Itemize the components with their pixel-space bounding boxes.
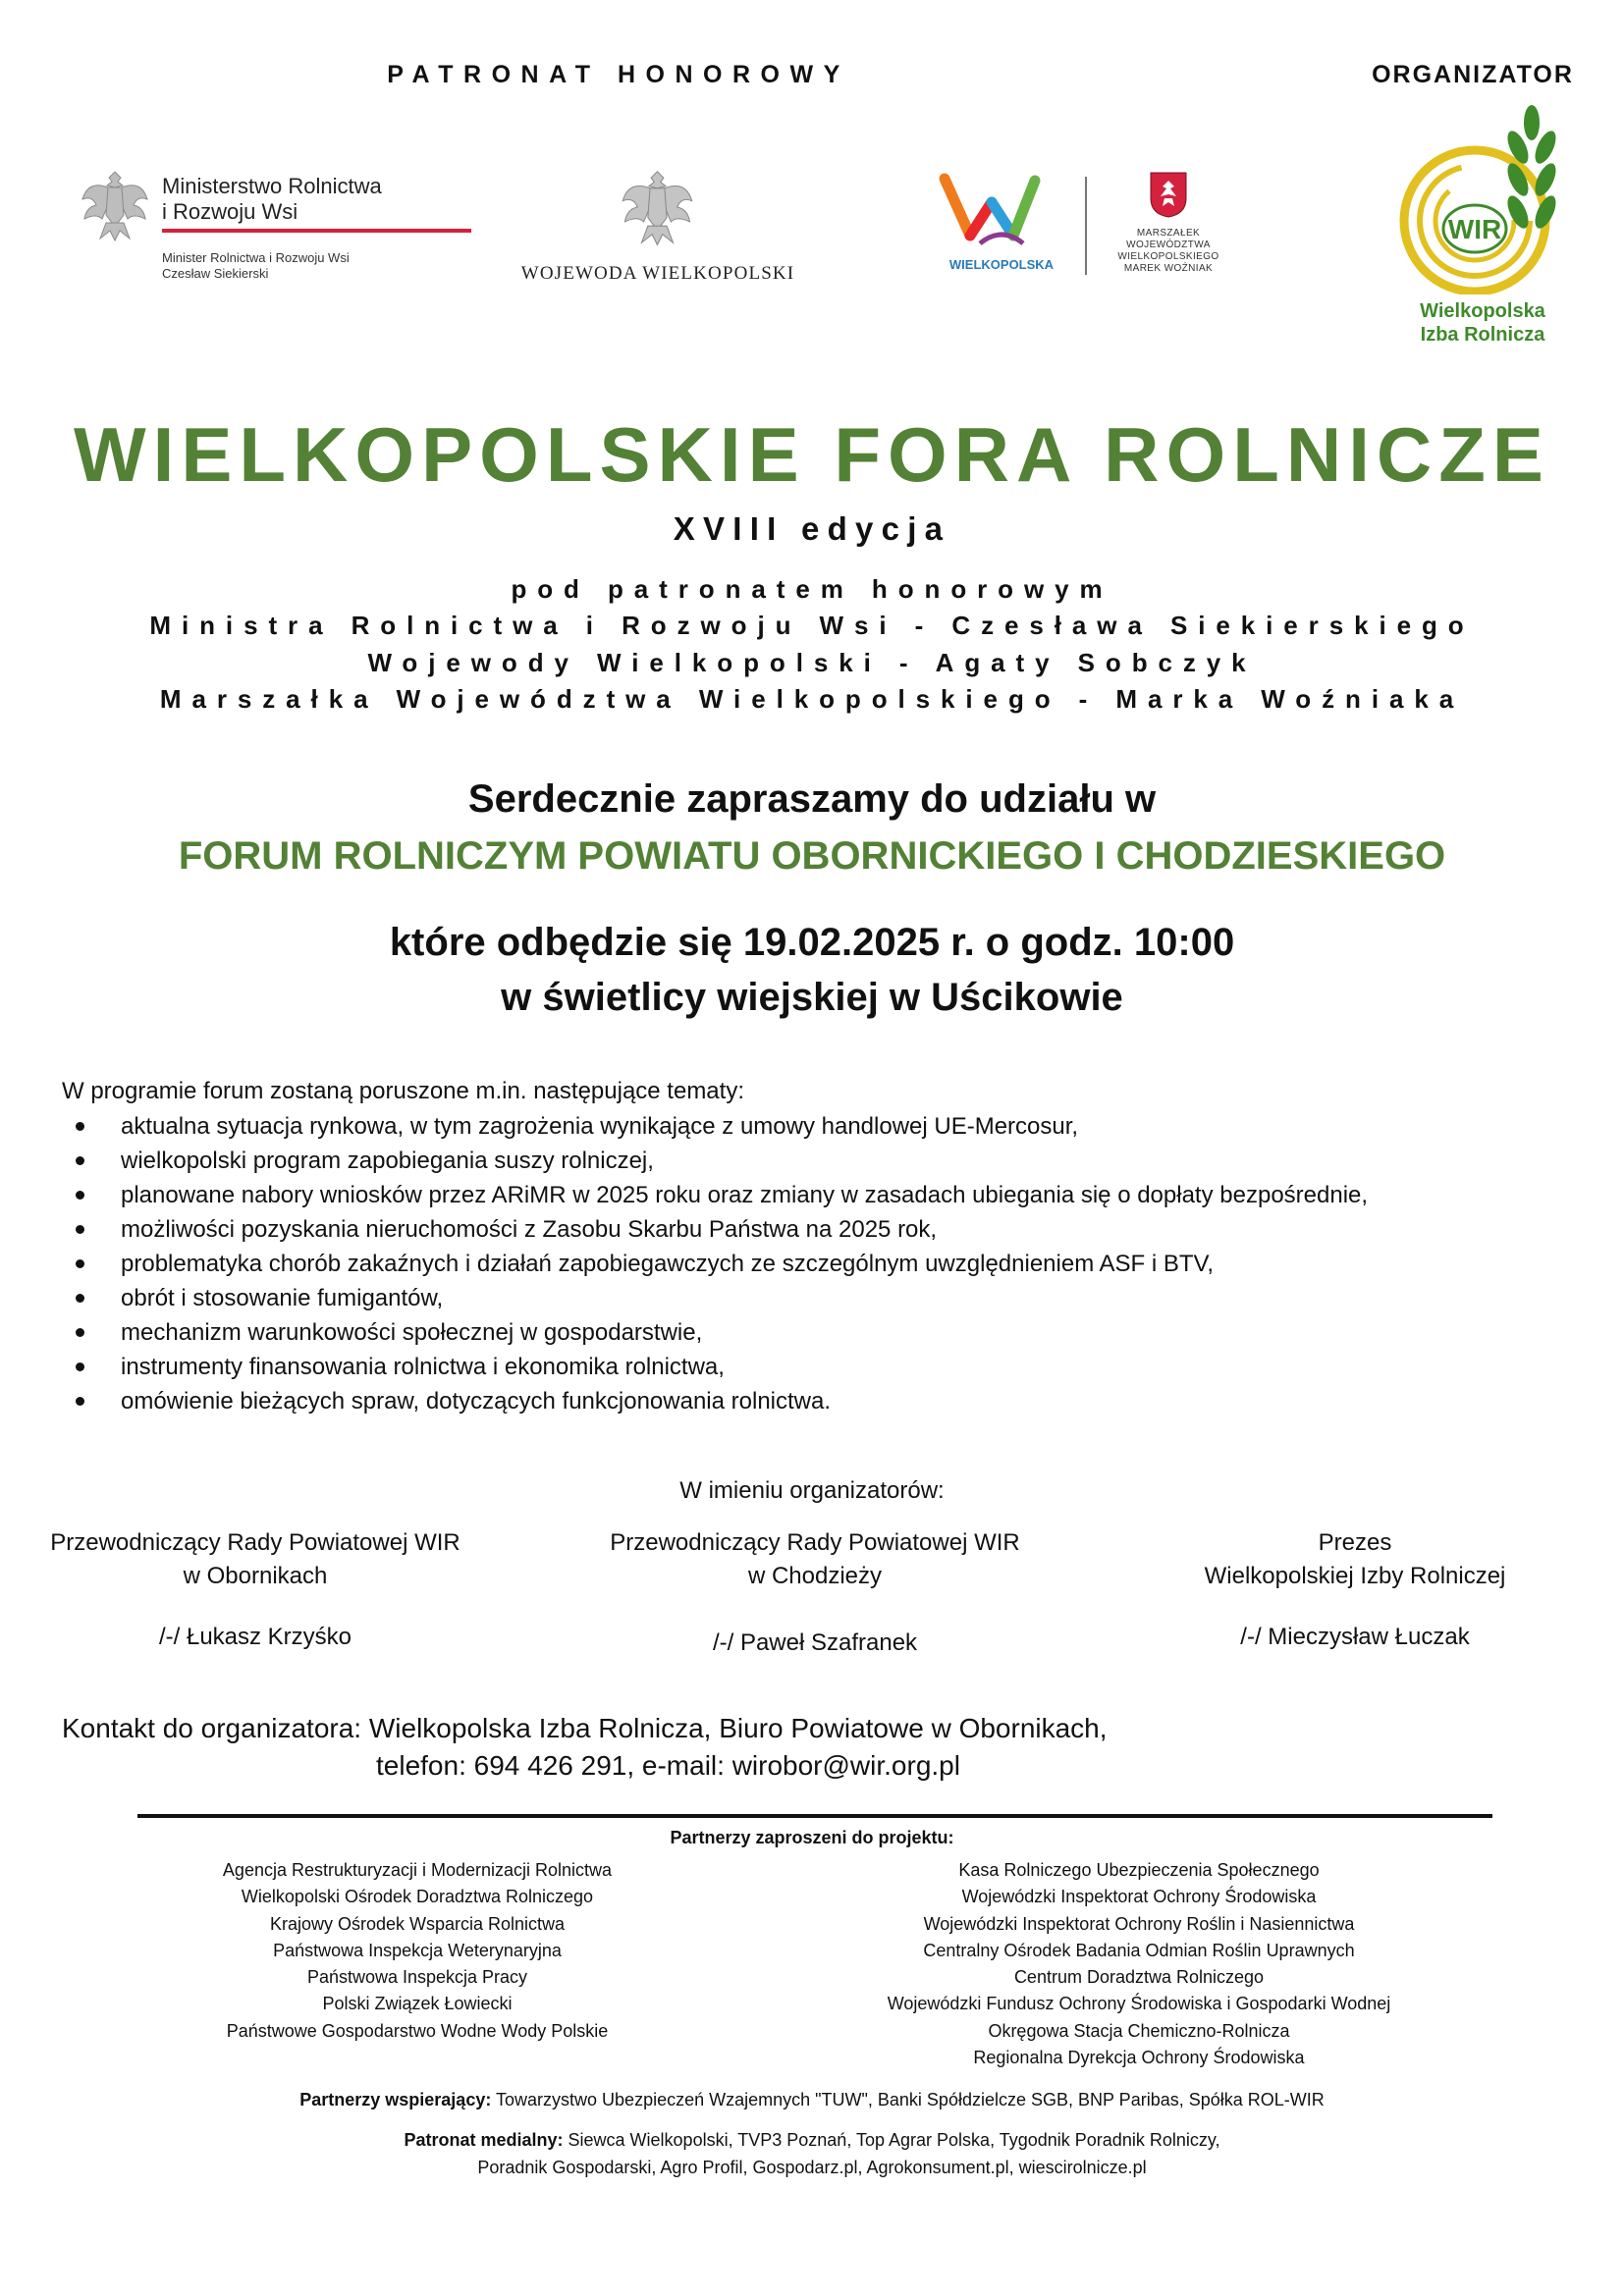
marshal-line-2: WOJEWÓDZTWA xyxy=(1126,240,1211,250)
signature-name: /-/ Paweł Szafranek xyxy=(712,1629,918,1656)
partners-right-list xyxy=(825,1857,1453,2071)
event-date: które odbędzie się 19.02.2025 r. o godz. 10:00 xyxy=(389,921,1235,964)
signature-role: Prezes xyxy=(1318,1529,1392,1556)
list-item: Regionalna Dyrekcja Ochrony Środowiska xyxy=(973,2048,1305,2068)
bullet-icon xyxy=(76,1122,84,1131)
eagle-icon xyxy=(79,166,152,244)
list-item: Wojewódzki Inspektorat Ochrony Środowiska xyxy=(961,1887,1317,1907)
supporting-partners xyxy=(0,2086,1624,2113)
patron-marshal: Marszałka Województwa Wielkopolskiego - Marka Woźniaka xyxy=(159,684,1465,714)
media-label: Patronat medialny: xyxy=(404,2130,564,2150)
list-item: Kasa Rolniczego Ubezpieczenia Społecznego xyxy=(958,1860,1320,1880)
supporting-text: Towarzystwo Ubezpieczeń Wzajemnych "TUW", Banki Spółdzielcze SGB, BNP Paribas, Spółka ROL-WIR xyxy=(491,2090,1325,2109)
signature-name: /-/ Łukasz Krzyśko xyxy=(158,1624,352,1650)
program-list xyxy=(62,1109,1594,1418)
partners-heading: Partnerzy zaproszeni do projektu: xyxy=(670,1828,954,1847)
list-item: Polski Związek Łowiecki xyxy=(322,1994,513,2014)
patron-minister: Ministra Rolnictwa i Rozwoju Wsi - Czesława Siekierskiego xyxy=(149,611,1475,640)
wheat-icon xyxy=(1384,93,1581,294)
forum-name: FORUM ROLNICZYM POWIATU OBORNICKIEGO I CHODZIESKIEGO xyxy=(178,834,1446,878)
bullet-icon xyxy=(76,1362,84,1371)
list-item: wielkopolski program zapobiegania suszy rolniczej, xyxy=(62,1144,1594,1178)
marshal-line-3: WIELKOPOLSKIEGO xyxy=(1117,251,1219,262)
signature-middle xyxy=(579,1526,1051,1660)
signature-left xyxy=(39,1526,471,1654)
list-item: instrumenty finansowania rolnictwa i ekonomika rolnictwa, xyxy=(62,1350,1594,1384)
media-text-line2: Poradnik Gospodarski, Agro Profil, Gospodarz.pl, Agrokonsument.pl, wiescirolnicze.pl xyxy=(477,2158,1147,2177)
signature-right xyxy=(1149,1526,1561,1654)
ministry-sub-line1: Minister Rolnictwa i Rozwoju Wsi xyxy=(162,250,350,265)
signature-role: Przewodniczący Rady Powiatowej WIR xyxy=(50,1529,460,1556)
coat-of-arms-icon xyxy=(1149,171,1188,218)
list-item: omówienie bieżących spraw, dotyczących funkcjonowania rolnictwa. xyxy=(62,1384,1594,1418)
bullet-icon xyxy=(76,1225,84,1234)
main-title: WIELKOPOLSKIE FORA ROLNICZE xyxy=(74,411,1550,498)
program-section xyxy=(62,1078,1594,1418)
signature-role: w Chodzieży xyxy=(747,1563,883,1589)
list-item: Okręgowa Stacja Chemiczno-Rolnicza xyxy=(988,2020,1290,2041)
eagle-icon xyxy=(619,162,697,252)
ministry-red-bar xyxy=(162,229,471,233)
marshal-line-1: MARSZAŁEK xyxy=(1136,228,1201,239)
list-item: problematyka chorób zakaźnych i działań zapobiegawczych ze szczególnym uwzględnieniem ASF i BTV, xyxy=(62,1247,1594,1281)
organizator-heading: ORGANIZATOR xyxy=(1372,61,1574,88)
list-item: planowane nabory wniosków przez ARiMR w 2025 roku oraz zmiany w zasadach ubiegania się o dopłaty bezpośrednie, xyxy=(62,1178,1594,1212)
signature-role: Wielkopolskiej Izby Rolniczej xyxy=(1204,1563,1506,1589)
supporting-label: Partnerzy wspierający: xyxy=(299,2090,492,2109)
signature-role: Przewodniczący Rady Powiatowej WIR xyxy=(610,1529,1020,1556)
wielkopolska-logo xyxy=(933,167,1247,294)
voivode-logo xyxy=(501,162,815,290)
list-item: Wielkopolski Ośrodek Doradztwa Rolniczego xyxy=(241,1887,594,1907)
list-item: Agencja Restrukturyzacji i Modernizacji Rolnictwa xyxy=(222,1860,613,1880)
ministry-logo xyxy=(79,162,403,299)
patronage-intro: pod patronatem honorowym xyxy=(511,574,1113,604)
wir-badge: WIR xyxy=(1447,214,1502,244)
logo-divider xyxy=(1085,177,1087,275)
ministry-name-line2: i Rozwoju Wsi xyxy=(162,199,298,224)
wielkopolska-w-icon xyxy=(933,167,1070,250)
voivode-name: WOJEWODA WIELKOPOLSKI xyxy=(520,263,795,284)
wir-name-line2: Izba Rolnicza xyxy=(1420,324,1545,346)
bullet-icon xyxy=(76,1294,84,1303)
bullet-icon xyxy=(76,1156,84,1165)
list-item: możliwości pozyskania nieruchomości z Zasobu Skarbu Państwa na 2025 rok, xyxy=(62,1212,1594,1247)
list-item: Centrum Doradztwa Rolniczego xyxy=(1013,1967,1265,1988)
signature-role: w Obornikach xyxy=(183,1563,328,1589)
event-place: w świetlicy wiejskiej w Uścikowie xyxy=(501,976,1123,1019)
wielkopolska-label: WIELKOPOLSKA xyxy=(948,257,1055,272)
bullet-icon xyxy=(76,1328,84,1337)
patronat-honorowy-heading: PATRONAT HONOROWY xyxy=(387,61,850,88)
list-item: Centralny Ośrodek Badania Odmian Roślin Uprawnych xyxy=(923,1940,1355,1960)
invitation-line: Serdecznie zapraszamy do udziału w xyxy=(467,777,1157,821)
marshal-line-4: MAREK WOŹNIAK xyxy=(1123,263,1214,274)
ministry-name-line1: Ministerstwo Rolnictwa xyxy=(162,174,382,198)
program-intro: W programie forum zostaną poruszone m.in. następujące tematy: xyxy=(62,1078,744,1104)
signature-name: /-/ Mieczysław Łuczak xyxy=(1240,1624,1470,1650)
edition-label: XVIII edycja xyxy=(673,510,951,547)
media-patronage xyxy=(0,2126,1624,2181)
on-behalf-label: W imieniu organizatorów: xyxy=(679,1477,945,1504)
bullet-icon xyxy=(76,1191,84,1200)
list-item: Państwowa Inspekcja Weterynaryjna xyxy=(273,1940,562,1960)
list-item: obrót i stosowanie fumigantów, xyxy=(62,1281,1594,1315)
list-item: Wojewódzki Fundusz Ochrony Środowiska i Gospodarki Wodnej xyxy=(887,1994,1391,2014)
divider xyxy=(137,1814,1492,1818)
contact-line1: Kontakt do organizatora: Wielkopolska Izba Rolnicza, Biuro Powiatowe w Obornikach, xyxy=(62,1713,1108,1743)
bullet-icon xyxy=(76,1259,84,1268)
media-text-line1: Siewca Wielkopolski, TVP3 Poznań, Top Agrar Polska, Tygodnik Poradnik Rolniczy, xyxy=(563,2130,1220,2150)
contact-block xyxy=(62,1710,1594,1785)
list-item: Państwowe Gospodarstwo Wodne Wody Polskie xyxy=(226,2020,609,2041)
partners-left-list xyxy=(137,1857,697,2045)
list-item: Wojewódzki Inspektorat Ochrony Roślin i Nasiennictwa xyxy=(923,1913,1355,1934)
list-item: aktualna sytuacja rynkowa, w tym zagrożenia wynikające z umowy handlowej UE-Mercosur, xyxy=(62,1109,1594,1144)
list-item: Państwowa Inspekcja Pracy xyxy=(306,1967,528,1988)
bullet-icon xyxy=(76,1397,84,1406)
ministry-sub-line2: Czesław Siekierski xyxy=(162,266,269,281)
patron-voivode: Wojewody Wielkopolski - Agaty Sobczyk xyxy=(367,648,1257,677)
list-item: Krajowy Ośrodek Wsparcia Rolnictwa xyxy=(269,1913,566,1934)
wir-name-line1: Wielkopolska xyxy=(1420,300,1545,322)
list-item: mechanizm warunkowości społecznej w gospodarstwie, xyxy=(62,1315,1594,1350)
wir-logo xyxy=(1384,93,1581,358)
contact-line2: telefon: 694 426 291, e-mail: wirobor@wir.org.pl xyxy=(376,1750,960,1781)
